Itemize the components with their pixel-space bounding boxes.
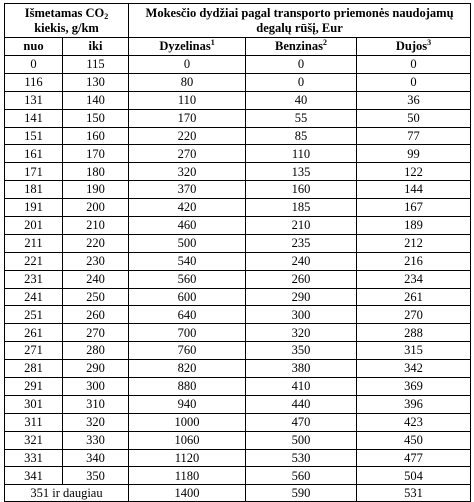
- cell-to: 290: [63, 360, 129, 378]
- emission-header-line2: kiekis, g/km: [34, 20, 99, 35]
- col-header-petrol: [246, 38, 357, 56]
- cell-petrol: 55: [246, 109, 357, 127]
- cell-from: 251: [5, 306, 63, 324]
- cell-to: 160: [63, 127, 129, 145]
- cell-gas: 261: [357, 288, 471, 306]
- table-row: [5, 413, 471, 431]
- table-row: [5, 395, 471, 413]
- table-row: [5, 217, 471, 235]
- cell-to: 260: [63, 306, 129, 324]
- cell-gas: 0: [357, 73, 471, 91]
- cell-petrol: 240: [246, 252, 357, 270]
- cell-petrol: 440: [246, 395, 357, 413]
- cell-diesel: 220: [129, 127, 246, 145]
- cell-from: 281: [5, 360, 63, 378]
- cell-to: 280: [63, 342, 129, 360]
- cell-petrol: 110: [246, 145, 357, 163]
- cell-petrol: 40: [246, 91, 357, 109]
- cell-gas: 122: [357, 163, 471, 181]
- cell-diesel: 170: [129, 109, 246, 127]
- cell-petrol: 320: [246, 324, 357, 342]
- cell-from: 331: [5, 449, 63, 467]
- cell-gas: 396: [357, 395, 471, 413]
- cell-gas: 531: [357, 485, 471, 502]
- table-row: [5, 270, 471, 288]
- cell-from: 301: [5, 395, 63, 413]
- cell-gas: 167: [357, 199, 471, 217]
- cell-to: 340: [63, 449, 129, 467]
- cell-from: 211: [5, 234, 63, 252]
- cell-petrol: 135: [246, 163, 357, 181]
- emission-header-line1: Išmetamas CO: [24, 5, 105, 20]
- cell-diesel: 0: [129, 56, 246, 74]
- table-row: [5, 91, 471, 109]
- cell-from: 261: [5, 324, 63, 342]
- cell-diesel: 540: [129, 252, 246, 270]
- cell-range: 351 ir daugiau: [5, 485, 129, 502]
- cell-to: 250: [63, 288, 129, 306]
- cell-gas: 477: [357, 449, 471, 467]
- emission-header-subscript: 2: [104, 11, 109, 21]
- cell-petrol: 530: [246, 449, 357, 467]
- table-row: [5, 145, 471, 163]
- cell-to: 300: [63, 378, 129, 396]
- cell-from: 321: [5, 431, 63, 449]
- cell-to: 190: [63, 181, 129, 199]
- col-header-petrol-label: Benzinas: [275, 39, 323, 54]
- table-row: [5, 163, 471, 181]
- cell-diesel: 1180: [129, 467, 246, 485]
- cell-diesel: 80: [129, 73, 246, 91]
- cell-gas: 144: [357, 181, 471, 199]
- cell-gas: 369: [357, 378, 471, 396]
- cell-from: 311: [5, 413, 63, 431]
- cell-gas: 450: [357, 431, 471, 449]
- cell-from: 116: [5, 73, 63, 91]
- cell-diesel: 640: [129, 306, 246, 324]
- cell-petrol: 470: [246, 413, 357, 431]
- cell-from: 291: [5, 378, 63, 396]
- cell-petrol: 210: [246, 217, 357, 235]
- cell-diesel: 420: [129, 199, 246, 217]
- cell-diesel: 320: [129, 163, 246, 181]
- cell-to: 320: [63, 413, 129, 431]
- cell-gas: 288: [357, 324, 471, 342]
- cell-diesel: 1060: [129, 431, 246, 449]
- col-header-diesel: [129, 38, 246, 56]
- cell-petrol: 410: [246, 378, 357, 396]
- table-row-last: [5, 485, 471, 502]
- cell-diesel: 820: [129, 360, 246, 378]
- cell-diesel: 600: [129, 288, 246, 306]
- col-header-diesel-footnote: 1: [210, 38, 215, 48]
- cell-gas: 234: [357, 270, 471, 288]
- table-row: [5, 199, 471, 217]
- cell-petrol: 185: [246, 199, 357, 217]
- cell-to: 180: [63, 163, 129, 181]
- cell-petrol: 85: [246, 127, 357, 145]
- cell-from: 181: [5, 181, 63, 199]
- cell-to: 115: [63, 56, 129, 74]
- cell-petrol: 590: [246, 485, 357, 502]
- cell-from: 131: [5, 91, 63, 109]
- table-row: [5, 181, 471, 199]
- cell-gas: 315: [357, 342, 471, 360]
- table-row: [5, 324, 471, 342]
- header-row-2: [5, 38, 471, 56]
- cell-from: 0: [5, 56, 63, 74]
- cell-gas: 342: [357, 360, 471, 378]
- cell-to: 200: [63, 199, 129, 217]
- cell-diesel: 460: [129, 217, 246, 235]
- table-header: [5, 4, 471, 56]
- table-row: [5, 252, 471, 270]
- cell-from: 201: [5, 217, 63, 235]
- table-body: [5, 56, 471, 502]
- cell-petrol: 500: [246, 431, 357, 449]
- cell-diesel: 110: [129, 91, 246, 109]
- cell-diesel: 370: [129, 181, 246, 199]
- col-header-gas-label: Dujos: [395, 39, 428, 54]
- cell-petrol: 260: [246, 270, 357, 288]
- col-header-gas: [357, 38, 471, 56]
- cell-to: 170: [63, 145, 129, 163]
- cell-petrol: 160: [246, 181, 357, 199]
- emission-header: [5, 4, 129, 38]
- vehicle-tax-table: [4, 3, 471, 502]
- table-row: [5, 234, 471, 252]
- cell-gas: 36: [357, 91, 471, 109]
- cell-to: 220: [63, 234, 129, 252]
- cell-diesel: 560: [129, 270, 246, 288]
- header-row-1: [5, 4, 471, 38]
- cell-diesel: 270: [129, 145, 246, 163]
- col-header-from: nuo: [5, 38, 63, 56]
- cell-gas: 77: [357, 127, 471, 145]
- cell-from: 241: [5, 288, 63, 306]
- cell-petrol: 350: [246, 342, 357, 360]
- table-row: [5, 288, 471, 306]
- col-header-to: iki: [63, 38, 129, 56]
- cell-diesel: 500: [129, 234, 246, 252]
- cell-diesel: 940: [129, 395, 246, 413]
- table-row: [5, 56, 471, 74]
- cell-petrol: 380: [246, 360, 357, 378]
- cell-to: 150: [63, 109, 129, 127]
- cell-gas: 212: [357, 234, 471, 252]
- cell-gas: 0: [357, 56, 471, 74]
- table-row: [5, 109, 471, 127]
- cell-diesel: 880: [129, 378, 246, 396]
- cell-diesel: 1000: [129, 413, 246, 431]
- cell-gas: 504: [357, 467, 471, 485]
- cell-to: 230: [63, 252, 129, 270]
- cell-diesel: 700: [129, 324, 246, 342]
- cell-petrol: 235: [246, 234, 357, 252]
- cell-gas: 99: [357, 145, 471, 163]
- table-row: [5, 127, 471, 145]
- cell-from: 161: [5, 145, 63, 163]
- table-row: [5, 342, 471, 360]
- cell-to: 210: [63, 217, 129, 235]
- cell-diesel: 1400: [129, 485, 246, 502]
- cell-to: 140: [63, 91, 129, 109]
- cell-to: 310: [63, 395, 129, 413]
- cell-diesel: 760: [129, 342, 246, 360]
- cell-gas: 189: [357, 217, 471, 235]
- cell-petrol: 290: [246, 288, 357, 306]
- cell-to: 330: [63, 431, 129, 449]
- cell-from: 171: [5, 163, 63, 181]
- cell-from: 221: [5, 252, 63, 270]
- table-row: [5, 73, 471, 91]
- cell-to: 130: [63, 73, 129, 91]
- cell-petrol: 300: [246, 306, 357, 324]
- col-header-diesel-label: Dyzelinas: [159, 39, 211, 54]
- cell-petrol: 0: [246, 56, 357, 74]
- cell-from: 231: [5, 270, 63, 288]
- table-row: [5, 467, 471, 485]
- cell-to: 270: [63, 324, 129, 342]
- table-row: [5, 360, 471, 378]
- cell-from: 151: [5, 127, 63, 145]
- col-header-petrol-footnote: 2: [322, 38, 327, 48]
- cell-to: 240: [63, 270, 129, 288]
- tax-rate-header: Mokesčio dydžiai pagal transporto priemonės naudojamų degalų rūšį, Eur: [129, 4, 471, 38]
- cell-gas: 423: [357, 413, 471, 431]
- cell-from: 341: [5, 467, 63, 485]
- table-row: [5, 306, 471, 324]
- cell-from: 141: [5, 109, 63, 127]
- cell-to: 350: [63, 467, 129, 485]
- cell-gas: 216: [357, 252, 471, 270]
- cell-from: 271: [5, 342, 63, 360]
- cell-petrol: 560: [246, 467, 357, 485]
- cell-from: 191: [5, 199, 63, 217]
- cell-gas: 270: [357, 306, 471, 324]
- cell-gas: 50: [357, 109, 471, 127]
- table-row: [5, 378, 471, 396]
- cell-petrol: 0: [246, 73, 357, 91]
- col-header-gas-footnote: 3: [427, 38, 432, 48]
- cell-diesel: 1120: [129, 449, 246, 467]
- table-row: [5, 449, 471, 467]
